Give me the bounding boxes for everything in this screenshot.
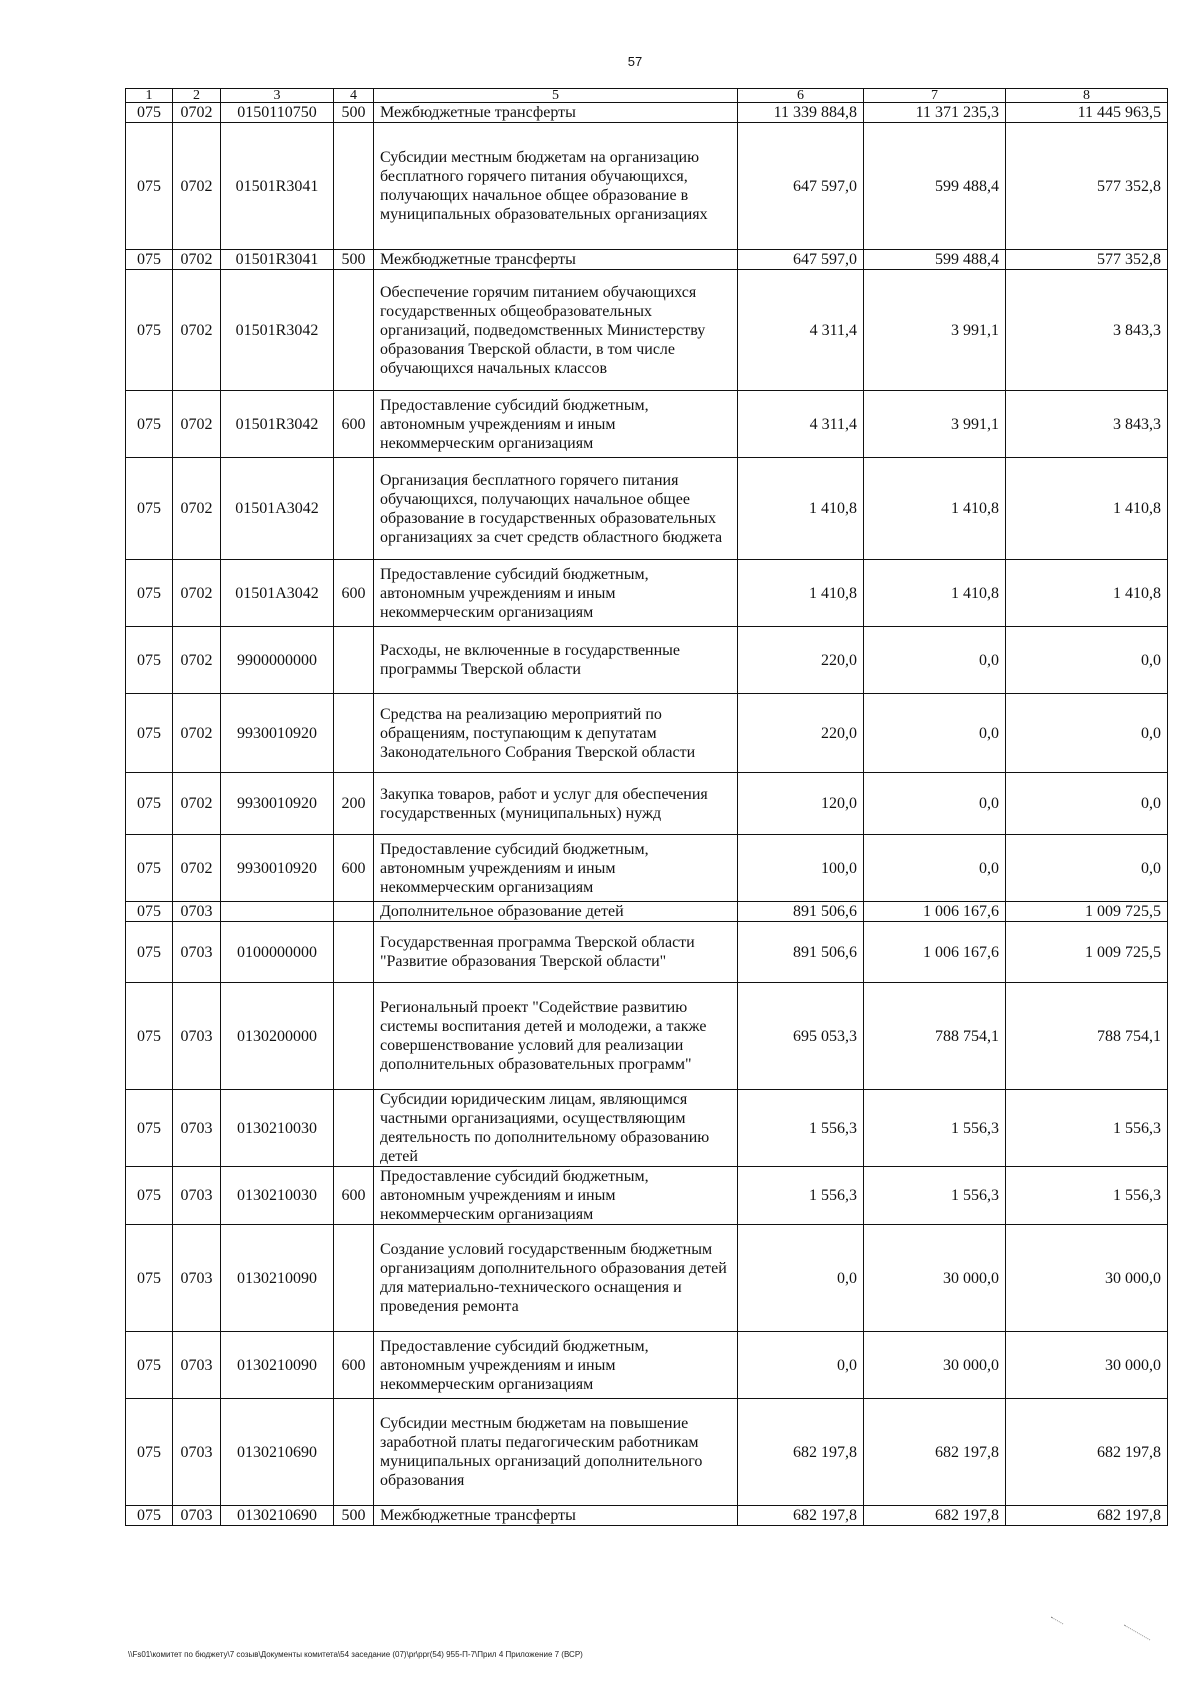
amount-year1-cell: 1 556,3 [738,1090,864,1167]
table-row [126,458,1168,560]
item-name-cell: Межбюджетные трансферты [374,103,738,123]
table-row [126,250,1168,270]
target-article-cell: 0100000000 [221,922,334,983]
amount-year3-cell: 0,0 [1006,627,1168,694]
admin-code-cell: 075 [126,902,173,922]
expense-type-cell [334,983,374,1090]
amount-year1-cell: 120,0 [738,773,864,835]
amount-year1-cell: 647 597,0 [738,123,864,250]
item-name-cell: Предоставление субсидий бюджетным, автономным учреждениям и иным некоммерческим организациям [374,560,738,627]
section-code-cell: 0703 [173,1090,221,1167]
section-code-cell: 0702 [173,250,221,270]
section-code-cell: 0702 [173,773,221,835]
section-code-cell: 0703 [173,983,221,1090]
amount-year2-cell: 0,0 [864,835,1006,902]
table-row [126,1332,1168,1399]
section-code-cell: 0703 [173,1399,221,1506]
item-name-cell: Региональный проект "Содействие развитию системы воспитания детей и молодежи, а также совершенствование условий для реализации дополнительных образовательных программ" [374,983,738,1090]
admin-code-cell: 075 [126,694,173,773]
amount-year2-cell: 1 410,8 [864,458,1006,560]
amount-year2-cell: 1 006 167,6 [864,922,1006,983]
amount-year1-cell: 1 410,8 [738,560,864,627]
amount-year3-cell: 1 410,8 [1006,560,1168,627]
amount-year1-cell: 0,0 [738,1332,864,1399]
section-code-cell: 0702 [173,391,221,458]
item-name-cell: Дополнительное образование детей [374,902,738,922]
admin-code-cell: 075 [126,627,173,694]
amount-year1-cell: 220,0 [738,627,864,694]
column-number-2: 2 [173,89,221,103]
amount-year1-cell: 682 197,8 [738,1506,864,1526]
amount-year3-cell: 0,0 [1006,773,1168,835]
column-number-8: 8 [1006,89,1168,103]
amount-year1-cell: 1 410,8 [738,458,864,560]
expense-type-cell: 600 [334,835,374,902]
table-row [126,103,1168,123]
section-code-cell: 0703 [173,1332,221,1399]
item-name-cell: Создание условий государственным бюджетным организациям дополнительного образования детей для материально-технического оснащения и проведения ремонта [374,1225,738,1332]
amount-year2-cell: 1 006 167,6 [864,902,1006,922]
admin-code-cell: 075 [126,1399,173,1506]
admin-code-cell: 075 [126,983,173,1090]
amount-year1-cell: 4 311,4 [738,391,864,458]
amount-year3-cell: 3 843,3 [1006,270,1168,391]
admin-code-cell: 075 [126,1225,173,1332]
target-article-cell: 0130210090 [221,1225,334,1332]
amount-year2-cell: 30 000,0 [864,1332,1006,1399]
table-row [126,1399,1168,1506]
target-article-cell: 0130210090 [221,1332,334,1399]
table-row [126,773,1168,835]
expense-type-cell: 500 [334,250,374,270]
amount-year1-cell: 11 339 884,8 [738,103,864,123]
column-number-3: 3 [221,89,334,103]
column-number-6: 6 [738,89,864,103]
amount-year3-cell: 1 009 725,5 [1006,922,1168,983]
expense-type-cell [334,1225,374,1332]
admin-code-cell: 075 [126,1090,173,1167]
item-name-cell: Субсидии местным бюджетам на повышение заработной платы педагогическим работникам муниципальных организаций дополнительного образования [374,1399,738,1506]
target-article-cell: 01501R3041 [221,123,334,250]
amount-year2-cell: 682 197,8 [864,1506,1006,1526]
table-row [126,902,1168,922]
amount-year3-cell: 30 000,0 [1006,1332,1168,1399]
expense-type-cell: 600 [334,1332,374,1399]
table-row [126,922,1168,983]
amount-year2-cell: 599 488,4 [864,250,1006,270]
target-article-cell: 0130200000 [221,983,334,1090]
amount-year3-cell: 30 000,0 [1006,1225,1168,1332]
item-name-cell: Организация бесплатного горячего питания обучающихся, получающих начальное общее образование в государственных образовательных организациях за счет средств областного бюджета [374,458,738,560]
expense-type-cell: 200 [334,773,374,835]
item-name-cell: Предоставление субсидий бюджетным, автономным учреждениям и иным некоммерческим организациям [374,391,738,458]
item-name-cell: Межбюджетные трансферты [374,1506,738,1526]
column-number-row [126,89,1168,103]
table-row [126,270,1168,391]
target-article-cell: 01501R3042 [221,270,334,391]
admin-code-cell: 075 [126,1167,173,1225]
item-name-cell: Предоставление субсидий бюджетным, автономным учреждениям и иным некоммерческим организациям [374,835,738,902]
table-row [126,123,1168,250]
table-row [126,1225,1168,1332]
admin-code-cell: 075 [126,922,173,983]
admin-code-cell: 075 [126,773,173,835]
footer-file-path: \\Fs01\комитет по бюджету\7 созыв\Документы комитета\54 заседание (07)\pr\ppr(54) 955-П-7\Прил 4 Приложение 7 (ВСР) [128,1650,583,1659]
section-code-cell: 0702 [173,458,221,560]
expense-type-cell [334,1090,374,1167]
table-row [126,694,1168,773]
admin-code-cell: 075 [126,835,173,902]
admin-code-cell: 075 [126,1506,173,1526]
target-article-cell: 0130210690 [221,1506,334,1526]
target-article-cell: 9900000000 [221,627,334,694]
item-name-cell: Предоставление субсидий бюджетным, автономным учреждениям и иным некоммерческим организациям [374,1167,738,1225]
amount-year3-cell: 1 009 725,5 [1006,902,1168,922]
amount-year2-cell: 0,0 [864,773,1006,835]
amount-year1-cell: 0,0 [738,1225,864,1332]
target-article-cell: 01501A3042 [221,458,334,560]
target-article-cell: 01501R3041 [221,250,334,270]
admin-code-cell: 075 [126,250,173,270]
column-number-5: 5 [374,89,738,103]
target-article-cell: 01501R3042 [221,391,334,458]
item-name-cell: Обеспечение горячим питанием обучающихся государственных общеобразовательных организаций, подведомственных Министерству образования Тверской области, в том числе обучающихся начальных классов [374,270,738,391]
amount-year2-cell: 0,0 [864,694,1006,773]
section-code-cell: 0702 [173,694,221,773]
table-row [126,391,1168,458]
amount-year1-cell: 891 506,6 [738,922,864,983]
target-article-cell [221,902,334,922]
amount-year2-cell: 788 754,1 [864,983,1006,1090]
admin-code-cell: 075 [126,391,173,458]
section-code-cell: 0702 [173,835,221,902]
target-article-cell: 9930010920 [221,835,334,902]
column-number-7: 7 [864,89,1006,103]
admin-code-cell: 075 [126,1332,173,1399]
amount-year3-cell: 577 352,8 [1006,123,1168,250]
amount-year3-cell: 1 410,8 [1006,458,1168,560]
expense-type-cell [334,902,374,922]
target-article-cell: 9930010920 [221,773,334,835]
item-name-cell: Предоставление субсидий бюджетным, автономным учреждениям и иным некоммерческим организациям [374,1332,738,1399]
amount-year2-cell: 682 197,8 [864,1399,1006,1506]
amount-year3-cell: 0,0 [1006,835,1168,902]
expense-type-cell [334,694,374,773]
amount-year3-cell: 682 197,8 [1006,1506,1168,1526]
section-code-cell: 0702 [173,103,221,123]
expense-type-cell [334,1399,374,1506]
amount-year3-cell: 1 556,3 [1006,1167,1168,1225]
amount-year1-cell: 682 197,8 [738,1399,864,1506]
expense-type-cell: 600 [334,1167,374,1225]
amount-year3-cell: 3 843,3 [1006,391,1168,458]
amount-year2-cell: 1 556,3 [864,1090,1006,1167]
column-number-4: 4 [334,89,374,103]
amount-year2-cell: 30 000,0 [864,1225,1006,1332]
amount-year2-cell: 0,0 [864,627,1006,694]
table-row [126,560,1168,627]
admin-code-cell: 075 [126,123,173,250]
amount-year3-cell: 788 754,1 [1006,983,1168,1090]
expense-type-cell [334,123,374,250]
table-row [126,983,1168,1090]
item-name-cell: Расходы, не включенные в государственные программы Тверской области [374,627,738,694]
amount-year1-cell: 695 053,3 [738,983,864,1090]
amount-year2-cell: 1 410,8 [864,560,1006,627]
item-name-cell: Государственная программа Тверской области "Развитие образования Тверской области" [374,922,738,983]
section-code-cell: 0702 [173,123,221,250]
admin-code-cell: 075 [126,270,173,391]
item-name-cell: Закупка товаров, работ и услуг для обеспечения государственных (муниципальных) нужд [374,773,738,835]
table-row [126,1167,1168,1225]
table-row [126,1090,1168,1167]
amount-year1-cell: 1 556,3 [738,1167,864,1225]
amount-year3-cell: 11 445 963,5 [1006,103,1168,123]
expense-type-cell: 600 [334,391,374,458]
column-number-1: 1 [126,89,173,103]
table-row [126,627,1168,694]
amount-year1-cell: 100,0 [738,835,864,902]
section-code-cell: 0702 [173,627,221,694]
admin-code-cell: 075 [126,458,173,560]
expense-type-cell [334,922,374,983]
target-article-cell: 0130210030 [221,1167,334,1225]
amount-year3-cell: 0,0 [1006,694,1168,773]
amount-year3-cell: 682 197,8 [1006,1399,1168,1506]
admin-code-cell: 075 [126,103,173,123]
amount-year2-cell: 3 991,1 [864,391,1006,458]
expense-type-cell: 500 [334,1506,374,1526]
section-code-cell: 0703 [173,1506,221,1526]
section-code-cell: 0702 [173,560,221,627]
item-name-cell: Субсидии юридическим лицам, являющимся частными организациями, осуществляющим деятельность по дополнительному образованию детей [374,1090,738,1167]
expense-type-cell [334,458,374,560]
amount-year1-cell: 647 597,0 [738,250,864,270]
amount-year1-cell: 891 506,6 [738,902,864,922]
target-article-cell: 0150110750 [221,103,334,123]
section-code-cell: 0703 [173,902,221,922]
page-number: 57 [627,54,643,69]
amount-year1-cell: 220,0 [738,694,864,773]
amount-year1-cell: 4 311,4 [738,270,864,391]
item-name-cell: Средства на реализацию мероприятий по обращениям, поступающим к депутатам Законодательного Собрания Тверской области [374,694,738,773]
amount-year2-cell: 11 371 235,3 [864,103,1006,123]
amount-year2-cell: 3 991,1 [864,270,1006,391]
budget-table [125,88,1168,1526]
scan-artifact [1051,1617,1064,1625]
item-name-cell: Межбюджетные трансферты [374,250,738,270]
amount-year3-cell: 577 352,8 [1006,250,1168,270]
table-row [126,835,1168,902]
admin-code-cell: 075 [126,560,173,627]
expense-type-cell [334,270,374,391]
amount-year2-cell: 599 488,4 [864,123,1006,250]
target-article-cell: 01501A3042 [221,560,334,627]
expense-type-cell: 600 [334,560,374,627]
target-article-cell: 0130210690 [221,1399,334,1506]
section-code-cell: 0703 [173,1225,221,1332]
item-name-cell: Субсидии местным бюджетам на организацию бесплатного горячего питания обучающихся, получающих начальное общее образование в муниципальных образовательных организациях [374,123,738,250]
section-code-cell: 0703 [173,922,221,983]
target-article-cell: 0130210030 [221,1090,334,1167]
table-body [126,103,1168,1526]
target-article-cell: 9930010920 [221,694,334,773]
table-row [126,1506,1168,1526]
expense-type-cell: 500 [334,103,374,123]
expense-type-cell [334,627,374,694]
amount-year2-cell: 1 556,3 [864,1167,1006,1225]
section-code-cell: 0702 [173,270,221,391]
amount-year3-cell: 1 556,3 [1006,1090,1168,1167]
section-code-cell: 0703 [173,1167,221,1225]
scan-artifact [1124,1625,1150,1641]
